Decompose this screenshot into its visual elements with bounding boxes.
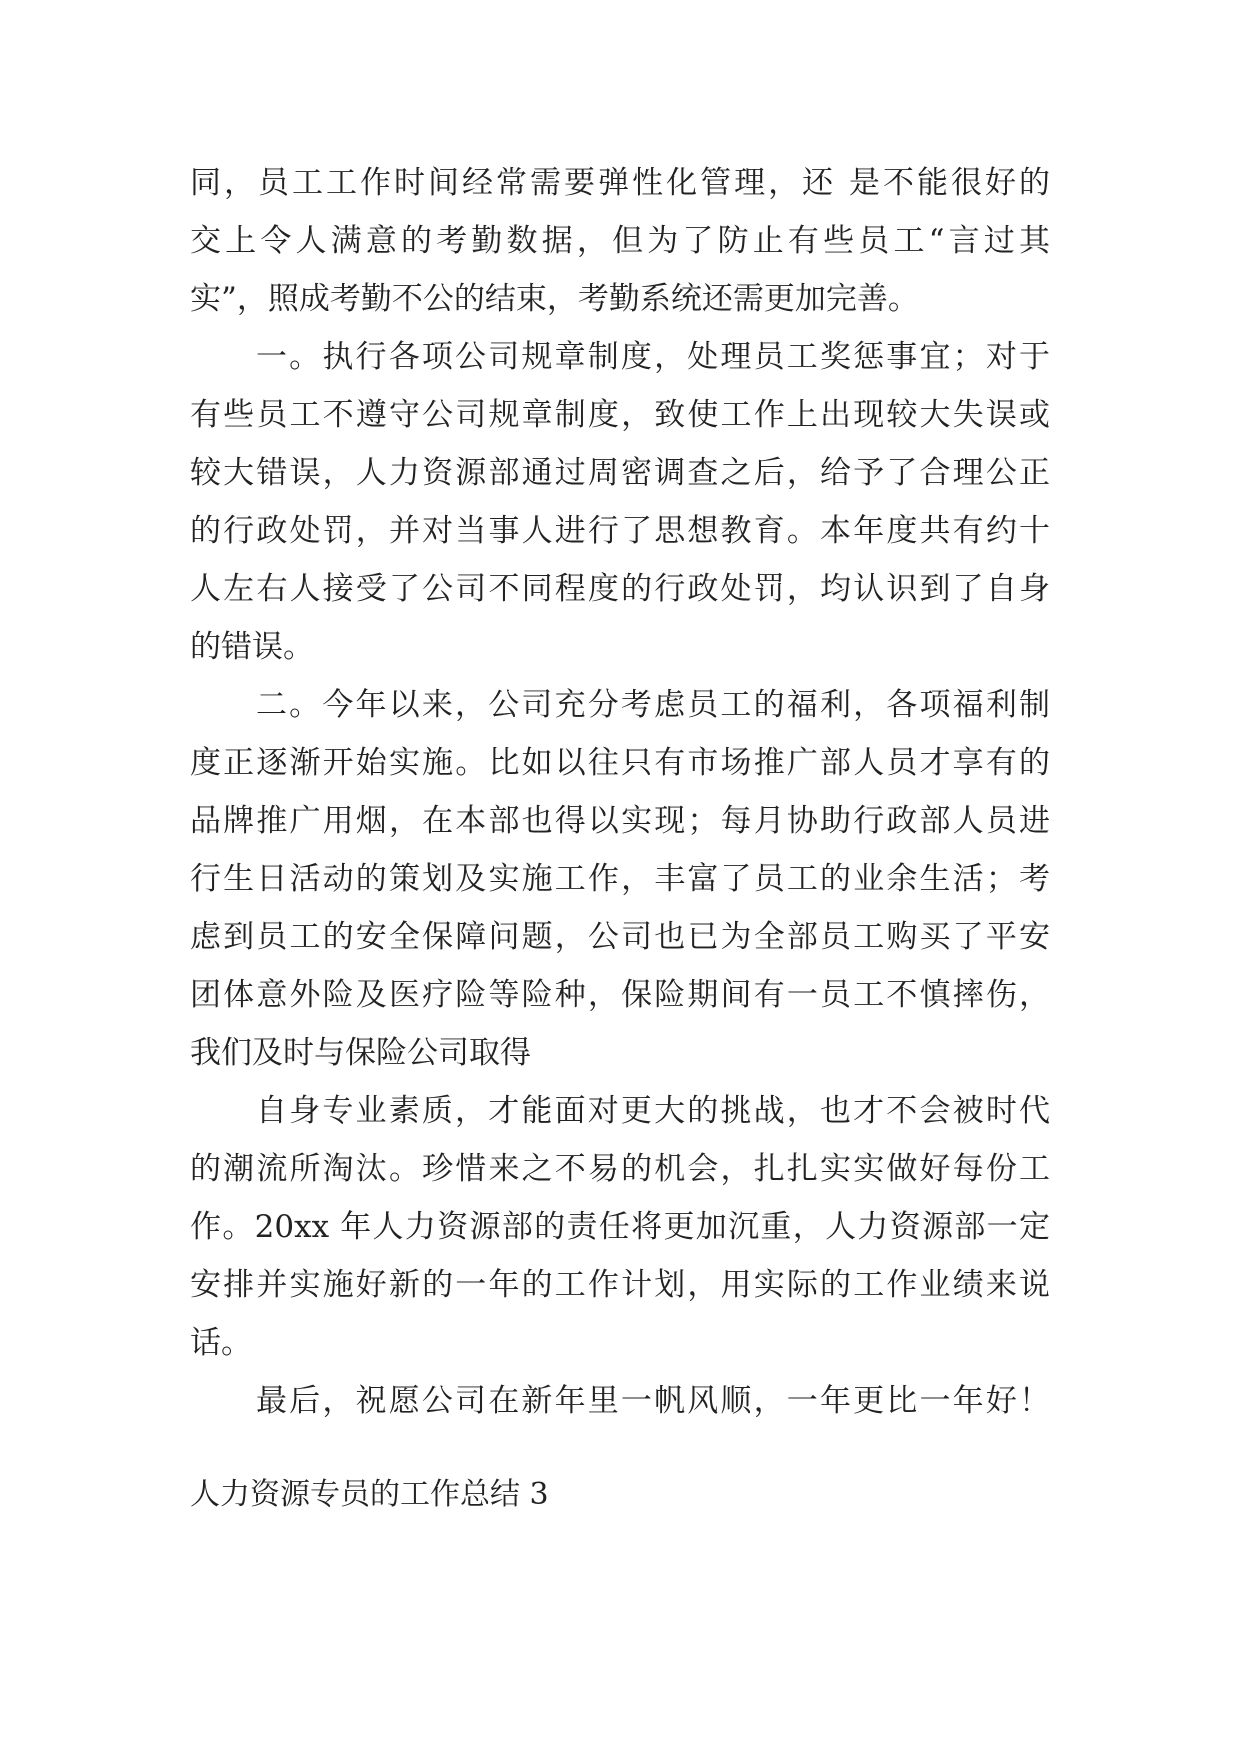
text-line-1: 同，员工工作时间经常需要弹性化管理，还 是不能很好的 — [190, 165, 1050, 201]
text-line-8: 人左右人接受了公司不同程度的行政处罚，均认识到了自身 — [190, 571, 1050, 607]
text-line-21: 话。 — [190, 1325, 252, 1361]
paragraph-1-first-line: 一。执行各项公司规章制度，处理员工奖惩事宜；对于 — [256, 339, 1050, 375]
text-line-7: 的行政处罚，并对当事人进行了思想教育。本年度共有约十 — [190, 513, 1050, 549]
text-line-5: 有些员工不遵守公司规章制度，致使工作上出现较大失误或 — [190, 397, 1050, 433]
text-line-13: 行生日活动的策划及实施工作，丰富了员工的业余生活；考 — [190, 861, 1050, 897]
text-line-2: 交上令人满意的考勤数据，但为了防止有些员工“言过其 — [190, 223, 1050, 259]
text-line-14: 虑到员工的安全保障问题，公司也已为全部员工购买了平安 — [190, 919, 1050, 955]
text-line-18: 的潮流所淘汰。珍惜来之不易的机会，扎扎实实做好每份工 — [190, 1151, 1050, 1187]
text-line-6: 较大错误，人力资源部通过周密调查之后，给予了合理公正 — [190, 455, 1050, 491]
text-line-20: 安排并实施好新的一年的工作计划，用实际的工作业绩来说 — [190, 1267, 1050, 1303]
text-line-12: 品牌推广用烟，在本部也得以实现；每月协助行政部人员进 — [190, 803, 1050, 839]
section-heading: 人力资源专员的工作总结 3 — [190, 1477, 549, 1512]
text-line-9: 的错误。 — [190, 629, 314, 665]
closing-line: 最后，祝愿公司在新年里一帆风顺，一年更比一年好！ — [256, 1383, 1050, 1419]
text-line-11: 度正逐渐开始实施。比如以往只有市场推广部人员才享有的 — [190, 745, 1050, 781]
text-line-19: 作。20xx 年人力资源部的责任将更加沉重，人力资源部一定 — [190, 1209, 1050, 1245]
paragraph-2-first-line: 二。今年以来，公司充分考虑员工的福利，各项福利制 — [256, 687, 1050, 723]
text-line-15: 团体意外险及医疗险等险种，保险期间有一员工不慎摔伤， — [190, 977, 1050, 1013]
text-line-16: 我们及时与保险公司取得 — [190, 1035, 531, 1071]
text-line-3: 实”，照成考勤不公的结束，考勤系统还需更加完善。 — [190, 281, 919, 317]
paragraph-3-first-line: 自身专业素质，才能面对更大的挑战，也才不会被时代 — [256, 1093, 1050, 1129]
